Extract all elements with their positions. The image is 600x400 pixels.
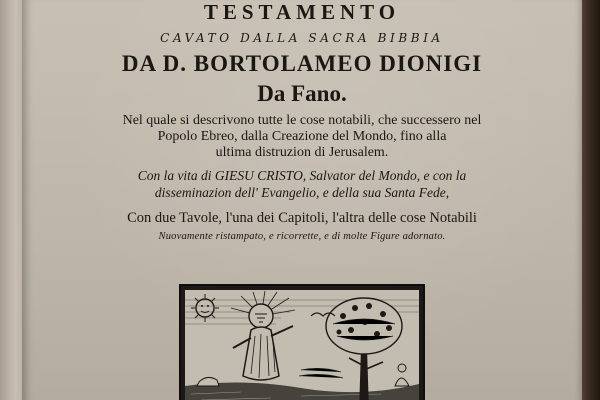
reprint-line: Nuovamente ristampato, e ricorrette, e di molte Figure adornato. bbox=[158, 231, 446, 242]
author-line: DA D. BORTOLAMEO DIONIGI bbox=[121, 51, 483, 76]
book-subtitle: CAVATO DALLA SACRA BIBBIA bbox=[160, 31, 444, 45]
description-line: Nel quale si descrivono tutte le cose notabili, che successero nel bbox=[122, 113, 482, 128]
life-of-christ-line: disseminazion dell' Evangelio, e della sua Santa Fede, bbox=[154, 185, 450, 200]
description-line: Popolo Ebreo, dalla Creazione del Mondo, fino alla bbox=[157, 129, 447, 144]
woodcut-illustration bbox=[179, 284, 425, 400]
woodcut-image bbox=[181, 286, 423, 400]
life-of-christ-line: Con la vita di GIESU CRISTO, Salvator del Mondo, e con la bbox=[137, 168, 467, 183]
description-line: ultima distruzion di Jerusalem. bbox=[215, 145, 389, 160]
tables-line: Con due Tavole, l'una dei Capitoli, l'altra delle cose Notabili bbox=[127, 210, 477, 226]
title-page bbox=[22, 0, 582, 400]
place-line: Da Fano. bbox=[257, 81, 347, 106]
book-title: TESTAMENTO bbox=[203, 0, 401, 24]
